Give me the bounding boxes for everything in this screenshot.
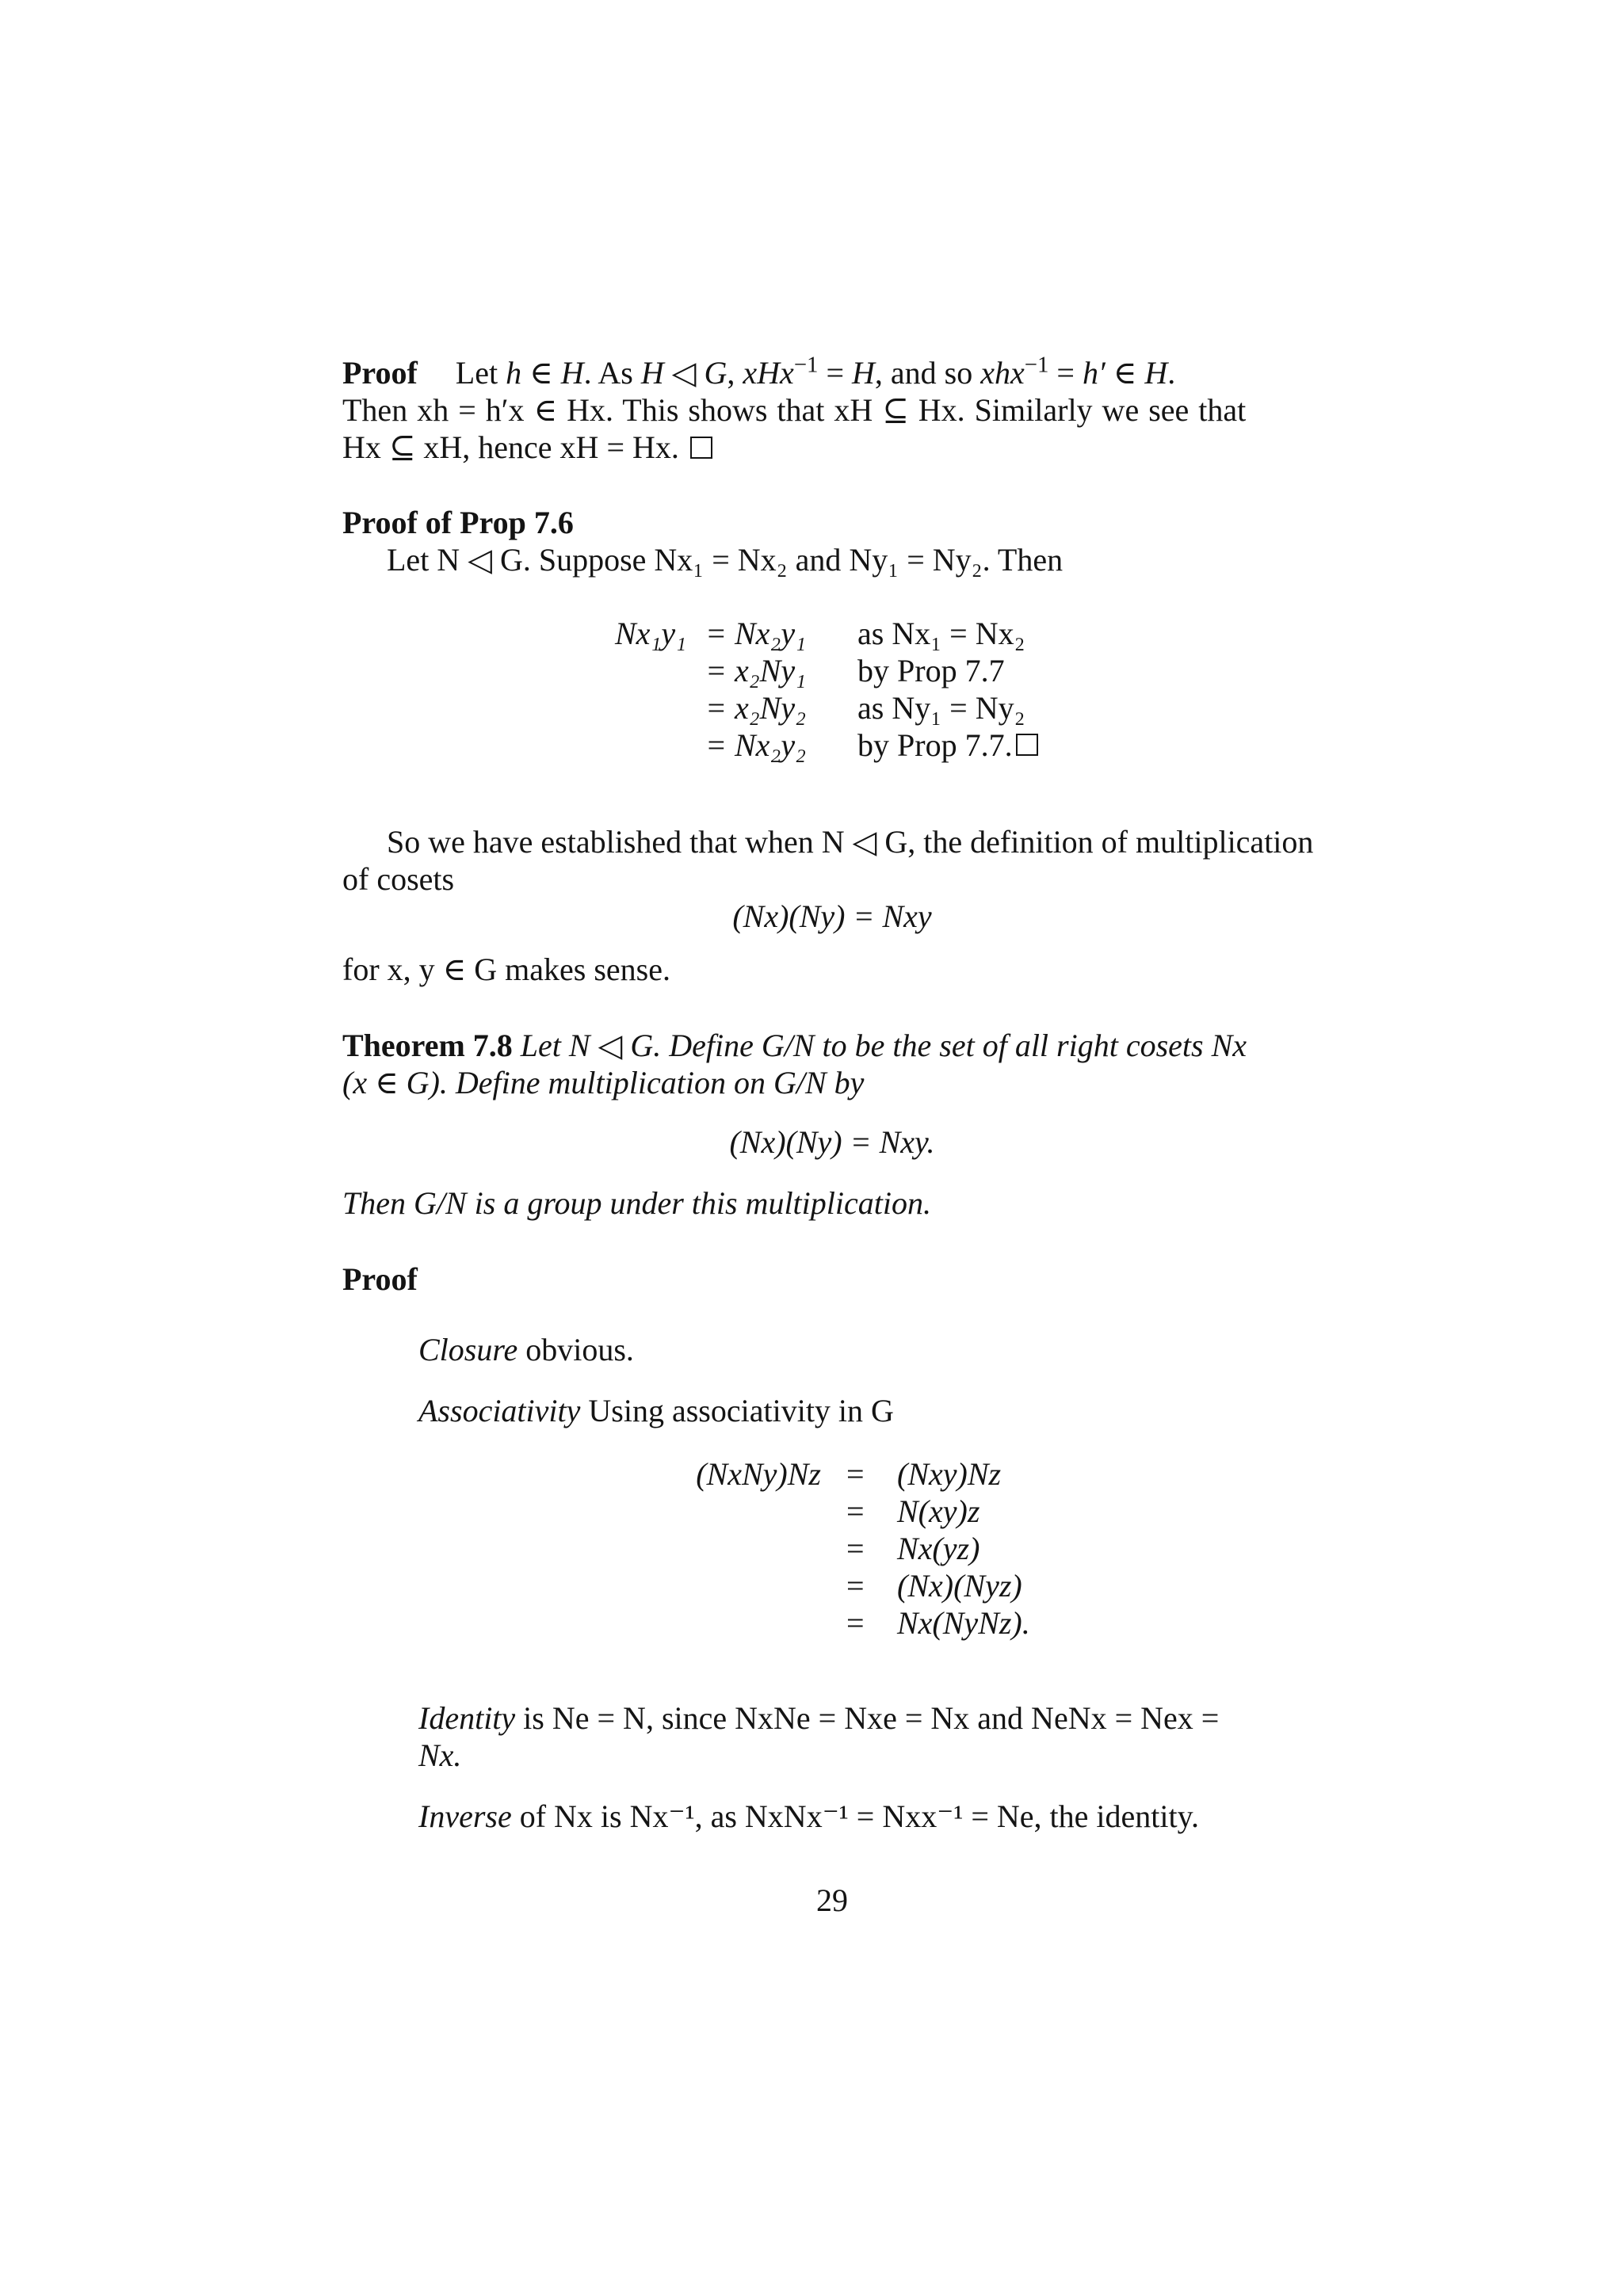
- assoc-row: = N(xy)z: [846, 1493, 980, 1529]
- identity-line-2: Nx.: [418, 1737, 462, 1773]
- derivation-row: = x₂Ny₂ as Ny₁ = Ny₂: [705, 690, 1025, 726]
- inverse-line: Inverse of Nx is Nx⁻¹, as NxNx⁻¹ = Nxx⁻¹ = Ne, the identity.: [418, 1798, 1200, 1834]
- theorem-display-equation: (Nx)(Ny) = Nxy.: [729, 1124, 935, 1160]
- prop-7-6-intro: Let N ◁ G. Suppose Nx₁ = Nx₂ and Ny₁ = Ny₂. Then: [387, 542, 1064, 578]
- proof-1-line-1: Proof Let h ∈ H. As H ◁ G, xHx$^{-1}$ = H, and so xhx$^{-1}$ = h′ ∈ H.: [342, 352, 1176, 391]
- theorem-label: Theorem 7.8: [342, 1028, 513, 1063]
- identity-line-1: Identity is Ne = N, since NxNe = Nxe = Nx and NeNx = Nex =: [418, 1700, 1220, 1736]
- proof-1-line-3: Hx ⊆ xH, hence xH = Hx.: [342, 429, 1322, 466]
- closure-line: Closure obvious.: [418, 1332, 634, 1367]
- display-equation: (Nx)(Ny) = Nxy: [732, 898, 932, 934]
- assoc-row: = Nx(yz): [846, 1531, 980, 1566]
- theorem-line-2: (x ∈ G). Define multiplication on G/N by: [342, 1065, 865, 1100]
- page-number: 29: [816, 1882, 848, 1918]
- paragraph-line-2: of cosets: [342, 861, 455, 897]
- prop-7-6-heading: Proof of Prop 7.6: [342, 505, 574, 540]
- assoc-derivation: [846, 1455, 1030, 1642]
- derivation-row: = Nx₂y₁ as Nx₁ = Nx₂: [705, 616, 1025, 651]
- theorem-line-3: Then G/N is a group under this multiplication.: [342, 1185, 931, 1221]
- assoc-row: = Nx(NyNz).: [846, 1605, 1030, 1641]
- proof-2-heading: Proof: [342, 1261, 418, 1297]
- qed-box-icon: [690, 437, 712, 459]
- proof-1-heading: Proof: [342, 355, 418, 391]
- assoc-row: = (Nx)(Nyz): [846, 1568, 1022, 1604]
- derivation-row: = Nx₂y₂ by Prop 7.7.: [705, 727, 1038, 764]
- qed-box-icon: [1016, 734, 1038, 756]
- paragraph-line-3: for x, y ∈ G makes sense.: [342, 952, 670, 987]
- derivation-row: = x₂Ny₁ by Prop 7.7: [705, 653, 1005, 688]
- associativity-line: Associativity Using associativity in G: [418, 1393, 894, 1428]
- assoc-row: = (Nxy)Nz: [846, 1456, 1002, 1492]
- prop-7-6-derivation: [705, 615, 1038, 764]
- paragraph-line-1: So we have established that when N ◁ G, the definition of multiplication: [387, 824, 1314, 860]
- theorem-line-1: Theorem 7.8 Let N ◁ G. Define G/N to be the set of all right cosets Nx: [342, 1028, 1247, 1063]
- proof-1-line-2: Then xh = h′x ∈ Hx. This shows that xH ⊆ Hx. Similarly we see that: [342, 392, 1247, 428]
- assoc-lhs: (NxNy)Nz: [696, 1456, 821, 1492]
- prop-7-6-lhs: Nx₁y₁: [615, 616, 686, 651]
